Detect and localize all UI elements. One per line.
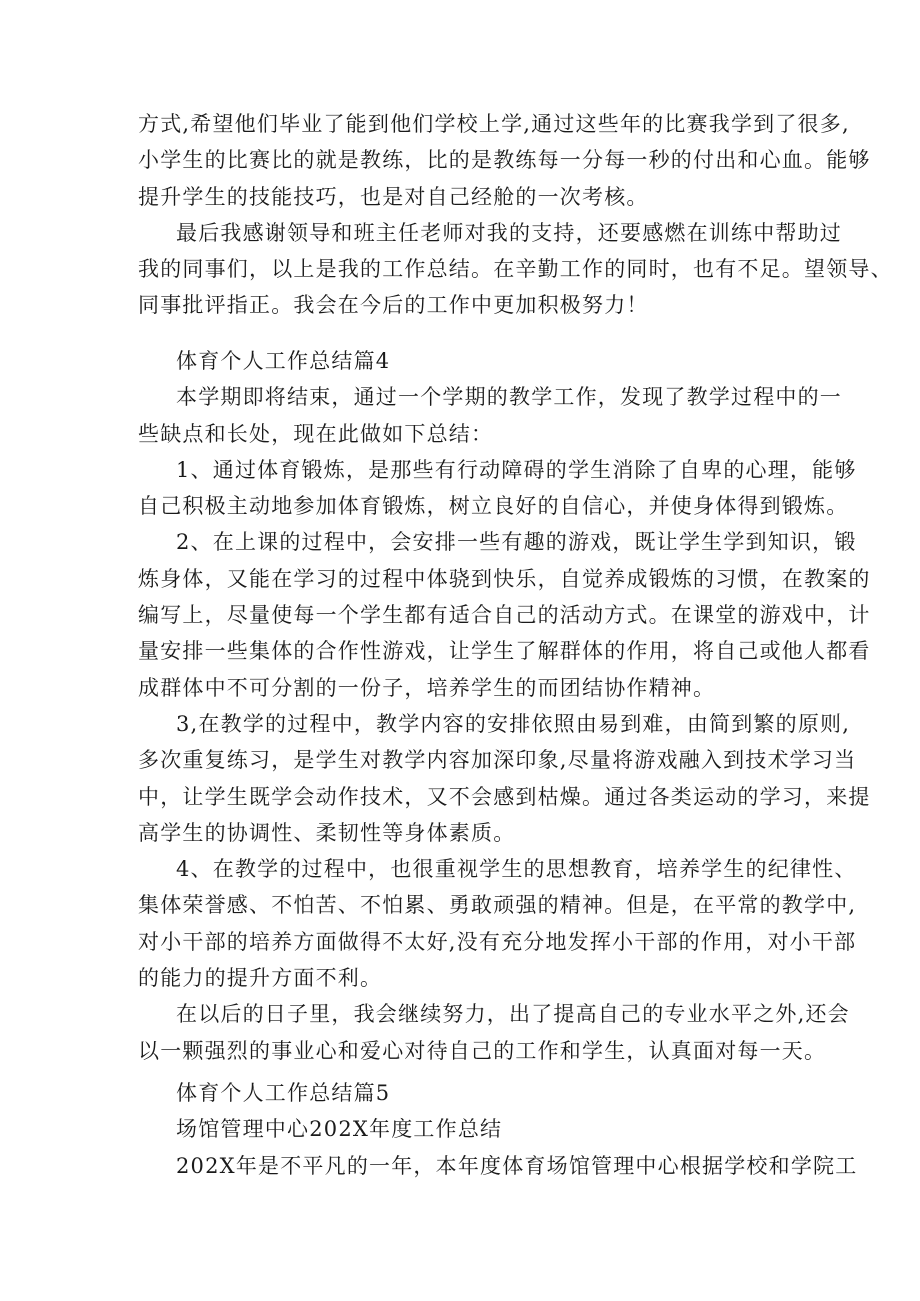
paragraph-line: 我的同事们，以上是我的工作总结。在辛勤工作的同时，也有不足。望领导、 <box>138 257 893 282</box>
paragraph-line: 对小干部的培养方面做得不太好,没有充分地发挥小干部的作用，对小干部 <box>138 929 857 954</box>
paragraph-line: 提升学生的技能技巧，也是对自己经舱的一次考核。 <box>138 184 649 209</box>
paragraph-line: 在以后的日子里，我会继续努力，出了提高自己的专业水平之外,还会 <box>176 1002 850 1027</box>
paragraph-line: 最后我感谢领导和班主任老师对我的支持，还要感燃在训练中帮助过 <box>176 220 842 245</box>
paragraph-line: 场馆管理中心202X年度工作总结 <box>176 1117 503 1142</box>
paragraph-line: 同事批评指正。我会在今后的工作中更加积极努力！ <box>138 293 649 318</box>
paragraph-line: 编写上，尽量使每一个学生都有适合自己的活动方式。在课堂的游戏中，计 <box>138 603 871 628</box>
paragraph-line: 些缺点和长处，现在此做如下总结： <box>138 421 494 446</box>
paragraph-line: 的能力的提升方面不利。 <box>138 966 383 991</box>
paragraph-line: 小学生的比赛比的就是教练，比的是教练每一分每一秒的付出和心血。能够 <box>138 148 871 173</box>
section-heading: 体育个人工作总结篇5 <box>176 1081 391 1105</box>
paragraph-line: 方式,希望他们毕业了能到他们学校上学,通过这些年的比赛我学到了很多, <box>138 112 850 136</box>
paragraph-line: 炼身体，又能在学习的过程中体骁到快乐，自觉养成锻炼的习惯，在教案的 <box>138 566 871 591</box>
section-heading: 体育个人工作总结篇4 <box>176 349 391 373</box>
paragraph-line: 1、通过体育锻炼，是那些有行动障碍的学生消除了自卑的心理，能够 <box>176 457 857 482</box>
paragraph-line: 本学期即将结束，通过一个学期的教学工作，发现了教学过程中的一 <box>176 385 842 410</box>
section-3-tail <box>138 106 893 324</box>
paragraph-line: 自己积极主动地参加体育锻炼，树立良好的自信心，并使身体得到锻炼。 <box>138 494 849 519</box>
paragraph-line: 集体荣誉感、不怕苦、不怕累、勇敢顽强的精神。但是，在平常的教学中, <box>138 893 857 918</box>
paragraph-line: 成群体中不可分割的一份子，培养学生的而团结协作精神。 <box>138 675 716 700</box>
paragraph-line: 多次重复练习，是学生对教学内容加深印象,尽量将游戏融入到技术学习当 <box>138 748 857 773</box>
paragraph-line: 高学生的协调性、柔韧性等身体素质。 <box>138 820 516 845</box>
paragraph-line: 中，让学生既学会动作技术，又不会感到枯燥。通过各类运动的学习，来提 <box>138 784 871 809</box>
paragraph-line: 2、在上课的过程中，会安排一些有趣的游戏，既让学生学到知识，锻 <box>176 530 857 555</box>
paragraph-line: 4、在教学的过程中，也很重视学生的思想教育，培养学生的纪律性、 <box>176 857 857 882</box>
paragraph-line: 202X年是不平凡的一年，本年度体育场馆管理中心根据学校和学院工 <box>176 1153 858 1178</box>
paragraph-line: 以一颗强烈的事业心和爱心对待自己的工作和学生，认真面对每一天。 <box>138 1038 827 1063</box>
paragraph-line: 量安排一些集体的合作性游戏，让学生了解群体的作用，将自己或他人都看 <box>138 639 871 664</box>
section-4 <box>138 343 871 1069</box>
paragraph-line: 3,在教学的过程中，教学内容的安排依照由易到难，由简到繁的原则, <box>176 711 851 736</box>
section-5 <box>138 1075 858 1184</box>
